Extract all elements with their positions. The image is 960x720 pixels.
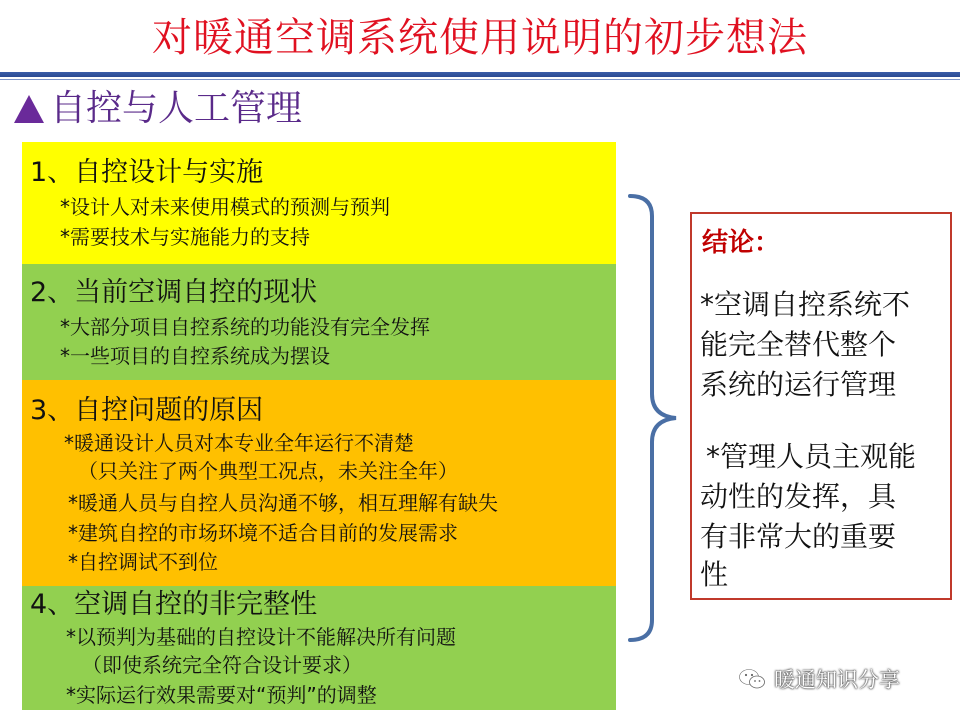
block-line: *自控调试不到位 xyxy=(68,550,218,574)
block-line: *暖通设计人员对本专业全年运行不清楚 xyxy=(64,431,414,455)
block-problem-causes xyxy=(22,380,616,586)
triangle-icon xyxy=(14,95,44,123)
conclusion-label: 结论： xyxy=(702,228,781,258)
block-line: *建筑自控的市场环境不适合目前的发展需求 xyxy=(68,521,458,545)
block-line: *一些项目的自控系统成为摆设 xyxy=(60,344,330,368)
wechat-icon xyxy=(738,667,766,691)
conclusion-line: *管理人员主观能 xyxy=(706,440,917,473)
title-divider-thin xyxy=(0,79,960,80)
conclusion-line: *空调自控系统不 xyxy=(700,288,911,321)
block-line: *暖通人员与自控人员沟通不够，相互理解有缺失 xyxy=(68,491,498,515)
conclusion-line: 有非常大的重要 xyxy=(700,520,897,553)
watermark xyxy=(738,664,900,694)
block-line: *实际运行效果需要对“预判”的调整 xyxy=(66,683,377,707)
block-design-implementation xyxy=(22,142,616,264)
slide-title: 对暖通空调系统使用说明的初步想法 xyxy=(152,15,808,61)
conclusion-box xyxy=(690,212,952,600)
conclusion-line: 性 xyxy=(700,558,729,591)
section-heading xyxy=(14,84,302,134)
block-title: 3、自控问题的原因 xyxy=(30,395,264,426)
block-line: （只关注了两个典型工况点，未关注全年） xyxy=(78,459,458,483)
block-line: （即使系统完全符合设计要求） xyxy=(82,653,362,677)
section-heading-text: 自控与人工管理 xyxy=(50,88,303,129)
conclusion-line: 动性的发挥，具 xyxy=(700,480,897,513)
title-divider xyxy=(0,72,960,77)
block-current-status xyxy=(22,264,616,380)
block-line: *设计人对未来使用模式的预测与预判 xyxy=(60,195,390,219)
block-incompleteness xyxy=(22,586,616,710)
block-line: *需要技术与实施能力的支持 xyxy=(60,225,310,249)
block-title: 1、自控设计与实施 xyxy=(30,157,264,188)
block-line: *以预判为基础的自控设计不能解决所有问题 xyxy=(66,625,456,649)
block-title: 2、当前空调自控的现状 xyxy=(30,277,318,308)
conclusion-line: 能完全替代整个 xyxy=(700,328,897,361)
brace-icon xyxy=(620,188,684,648)
block-line: *大部分项目自控系统的功能没有完全发挥 xyxy=(60,315,430,339)
block-title: 4、空调自控的非完整性 xyxy=(30,589,318,620)
watermark-text: 暖通知识分享 xyxy=(774,668,900,692)
conclusion-line: 系统的运行管理 xyxy=(700,368,897,401)
